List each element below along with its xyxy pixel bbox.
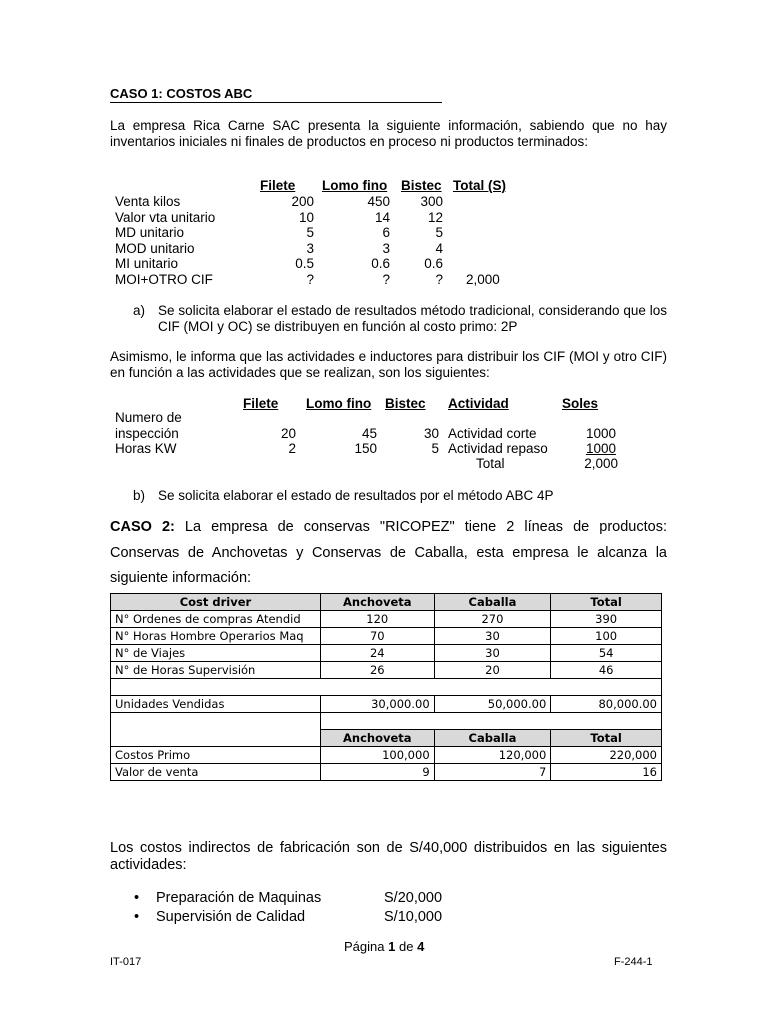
table-row (111, 611, 662, 628)
table1-cell: 3 (306, 241, 314, 256)
sheet-header-cell: Total (551, 594, 662, 611)
table1-cell: 0.6 (371, 256, 390, 271)
table-row (111, 764, 662, 781)
table2-activity: Actividad corte (448, 426, 537, 441)
table1-row-label: Valor vta unitario (115, 210, 216, 225)
footer-right-code: F-244-1 (614, 956, 653, 968)
bullet-label: Preparación de Maquinas (156, 890, 322, 906)
table1-cell: 200 (291, 194, 314, 209)
sheet-cell: 30,000.00 (320, 696, 434, 713)
table2-soles: 1000 (585, 426, 616, 441)
table1-cell: 14 (374, 210, 390, 225)
table1-header-filete: Filete (260, 178, 296, 193)
sheet-cell: 20 (434, 662, 551, 679)
table1-cell: ? (435, 272, 443, 287)
table2-header-lomo: Lomo fino (306, 396, 372, 411)
table1-cell: 300 (420, 194, 443, 209)
table1-header-total: Total (S) (453, 178, 506, 193)
sheet-header-cell: Caballa (434, 730, 551, 747)
table2-header-bistec: Bistec (385, 396, 426, 411)
table1-row-label: MI unitario (115, 256, 179, 271)
sheet-cell: 100,000 (320, 747, 434, 764)
table-row (111, 747, 662, 764)
table2-cell: 45 (361, 426, 377, 441)
sheet-header-cell: Cost driver (111, 594, 321, 611)
sheet-cell: 220,000 (551, 747, 662, 764)
table2-cell: 30 (423, 426, 439, 441)
cost-label: Costos Primo (111, 747, 321, 764)
table1-row-label: MOD unitario (115, 241, 195, 256)
bullet-amount: S/20,000 (384, 890, 443, 906)
table-row (111, 628, 662, 645)
table1-cell: 5 (306, 225, 314, 240)
table2-header-actividad: Actividad (448, 396, 509, 411)
table1-cell: 4 (435, 241, 443, 256)
sheet-cell: 390 (551, 611, 662, 628)
page-current: 1 (388, 939, 396, 954)
driver-label: N° Ordenes de compras Atendid (111, 611, 321, 628)
table1-cell: 0.5 (295, 256, 314, 271)
table1-cell: 0.6 (424, 256, 443, 271)
table1-cell: 5 (435, 225, 443, 240)
blank-row (111, 679, 662, 696)
table2-cell: 20 (280, 426, 296, 441)
table2-header-filete: Filete (243, 396, 279, 411)
units-label: Unidades Vendidas (111, 696, 321, 713)
table2-cell: 2 (288, 441, 296, 456)
cost-label: Valor de venta (111, 764, 321, 781)
sheet-header-row-2 (111, 730, 662, 747)
page-number (344, 939, 424, 954)
asimismo-paragraph: Asimismo, le informa que las actividades e inductores para distribuir los CIF (MOI y otro CIF) en función a las actividades que se realizan, son los siguientes: (110, 349, 667, 380)
sheet-header-cell: Anchoveta (320, 594, 434, 611)
table2-soles: 1000 (585, 441, 616, 456)
table1-cell: 10 (298, 210, 314, 225)
sheet-header-cell: Total (551, 730, 662, 747)
sheet-header-cell: Caballa (434, 594, 551, 611)
footer-left-code: IT-017 (110, 956, 142, 968)
caso2-label: CASO 2: (110, 519, 175, 535)
item-a-letter: a) (133, 303, 146, 318)
sheet-cell: 46 (551, 662, 662, 679)
table1-header-lomo: Lomo fino (322, 178, 388, 193)
bullet-label: Supervisión de Calidad (156, 909, 306, 925)
item-b-letter: b) (133, 488, 146, 503)
table1-row-label: Venta kilos (115, 194, 181, 209)
sheet-cell: 30 (434, 645, 551, 662)
table1-cell: ? (382, 272, 390, 287)
item-a-text: Se solicita elaborar el estado de resultados método tradicional, considerando que los CIF (MOI y OC) se distribuyen en función al costo primo: 2P (158, 303, 667, 334)
driver-label: N° de Horas Supervisión (111, 662, 321, 679)
sheet-cell: 24 (320, 645, 434, 662)
sheet-cell: 100 (551, 628, 662, 645)
sheet-cell: 54 (551, 645, 662, 662)
table2-total-label: Total (476, 456, 505, 471)
page-total: 4 (417, 939, 425, 954)
driver-label: N° de Viajes (111, 645, 321, 662)
table-row (111, 662, 662, 679)
table2-activity: Actividad repaso (448, 441, 548, 456)
caso1-title: CASO 1: COSTOS ABC (110, 86, 442, 103)
table1-cell: 6 (382, 225, 390, 240)
sheet-cell: 80,000.00 (551, 696, 662, 713)
sheet-cell: 16 (551, 764, 662, 781)
caso1-intro: La empresa Rica Carne SAC presenta la siguiente información, sabiendo que no hay inventarios iniciales ni finales de productos en proceso ni productos terminados: (110, 118, 667, 149)
item-b-text: Se solicita elaborar el estado de resultados por el método ABC 4P (158, 488, 554, 503)
bullet-amount: S/10,000 (384, 909, 443, 925)
caso2-cost-driver-table (110, 593, 662, 781)
table2-header-soles: Soles (562, 396, 599, 411)
table-row (111, 645, 662, 662)
bullet-dot: • (134, 890, 140, 906)
sheet-cell: 9 (320, 764, 434, 781)
table1-row-label: MOI+OTRO CIF (115, 272, 213, 287)
sheet-cell: 270 (434, 611, 551, 628)
table1-cell: 12 (427, 210, 443, 225)
table2-row-label: Horas KW (115, 441, 177, 456)
de-label: de (398, 939, 414, 954)
sheet-header-row (111, 594, 662, 611)
sheet-cell: 7 (434, 764, 551, 781)
pagina-label: Página (344, 939, 385, 954)
table2-cell: 150 (354, 441, 377, 456)
table1-row-label: MD unitario (115, 225, 185, 240)
sheet-cell: 120 (320, 611, 434, 628)
table1-header-bistec: Bistec (401, 178, 442, 193)
sheet-cell: 70 (320, 628, 434, 645)
bullet-dot: • (134, 909, 140, 925)
table2-row-label: Numero de (115, 410, 182, 425)
table2-total-value: 2,000 (584, 456, 618, 471)
driver-label: N° Horas Hombre Operarios Maq (111, 628, 321, 645)
cif-paragraph: Los costos indirectos de fabricación son de S/40,000 distribuidos en las siguientes actividades: (110, 840, 667, 873)
sheet-header-cell: Anchoveta (320, 730, 434, 747)
caso2-paragraph (110, 515, 667, 592)
sheet-cell: 30 (434, 628, 551, 645)
table1-total-cell: 2,000 (466, 272, 500, 287)
table1-cell: 450 (367, 194, 390, 209)
blank-row (111, 713, 662, 730)
sheet-cell: 26 (320, 662, 434, 679)
sheet-cell: 120,000 (434, 747, 551, 764)
caso2-text: La empresa de conservas "RICOPEZ" tiene 2 líneas de productos: Conservas de Anchovetas y Conservas de Caballa, esta empresa le alcanza la siguiente información: (110, 519, 667, 586)
sheet-cell: 50,000.00 (434, 696, 551, 713)
table2-cell: 5 (431, 441, 439, 456)
table2-row-label: inspección (115, 426, 179, 441)
table-row (111, 696, 662, 713)
table1-cell: ? (306, 272, 314, 287)
table1-cell: 3 (382, 241, 390, 256)
